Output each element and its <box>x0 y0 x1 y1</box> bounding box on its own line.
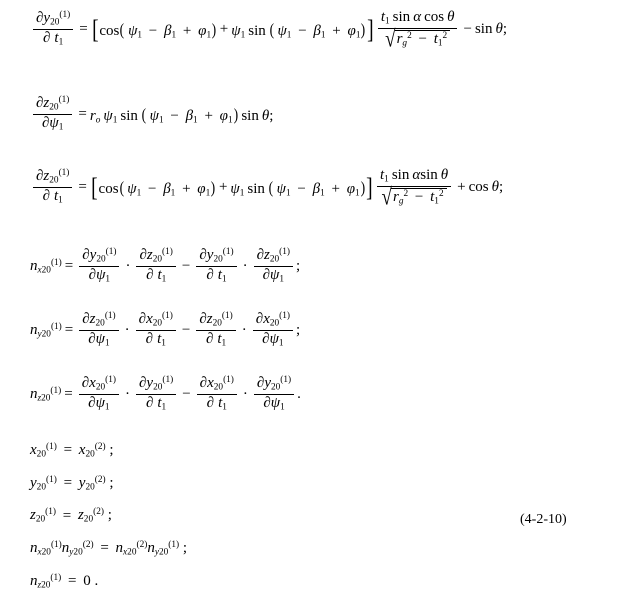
eq4-minus: − <box>181 258 191 275</box>
eq3-cos-term: cos( $\psi_1 - \beta_1 + \varphi_1$) <box>98 177 216 199</box>
eq3-lhs-fraction <box>33 169 72 207</box>
eq3-lhs-denominator: ∂ $t_1$ <box>42 188 63 207</box>
eq3-lhs-numerator: $\partial z_{20}^{(1)}$ <box>33 169 72 188</box>
eq6-dot1: · <box>124 386 130 403</box>
eq5-term1: $\frac{\partial z_{20}^{(1)}}{\partial\psi_1}$ <box>79 312 118 350</box>
eq1-minus: − <box>463 21 472 38</box>
eq5-lhs: $n_{y20}^{(1)}$ <box>30 322 62 340</box>
eq6-term4: $\frac{\partial y_{20}^{(1)}}{\partial\psi_1}$ <box>254 376 294 414</box>
eq2-row <box>30 96 273 134</box>
equation-dy20-dt1 <box>30 9 508 53</box>
eq3-equals: = <box>78 179 87 196</box>
condition-normals: $n_{x20}^{(1)}n_{y20}^{(2)} = n_{x20}^{(2)}n_{y20}^{(1)}$ ; <box>30 540 188 558</box>
eq1-cos-term: cos( $\psi_1 - \beta_1 + \varphi_1$) <box>99 19 217 41</box>
eq5-row <box>30 312 300 350</box>
eq4-dot2: · <box>242 258 248 275</box>
eq4-semicolon: ; <box>296 258 301 275</box>
eq1-sin-term: $\psi_1$ sin ( $\psi_1 - \beta_1 + \varphi_1$) <box>231 19 366 41</box>
eq1-rhs-denominator <box>382 26 453 53</box>
eq4-term4: $\frac{\partial z_{20}^{(1)}}{\partial\psi_1}$ <box>254 248 293 286</box>
eq2-rhs: $r_o$ $\psi_1$ sin ( $\psi_1 - \beta_1 + \varphi_1$) sin θ; <box>89 104 274 126</box>
eq3-rhs-denominator <box>379 184 450 211</box>
eq3-rhs-numerator: $t_1$ sin αsin θ <box>377 168 451 187</box>
equation-nz20 <box>30 376 301 414</box>
eq1-rhs-fraction <box>378 9 458 53</box>
eq3-cos-theta: cos θ; <box>468 179 504 196</box>
eq3-rhs-fraction <box>377 167 451 211</box>
eq6-term3: $\frac{\partial x_{20}^{(1)}}{\partial t_1}$ <box>197 376 237 414</box>
equation-number: (4-2-10) <box>520 512 567 527</box>
eq6-period: . <box>297 386 301 403</box>
equation-nx20 <box>30 248 300 286</box>
eq3-sqrt: √ $r_g^2 - t_1^2$ <box>382 188 447 207</box>
eq2-lhs-numerator: $\partial z_{20}^{(1)}$ <box>33 96 72 115</box>
eq4-equals: = <box>64 258 74 275</box>
eq3-left-bracket: [ <box>90 172 98 202</box>
eq6-dot2: · <box>242 386 248 403</box>
eq1-plus: + <box>219 21 229 38</box>
eq6-equals: = <box>64 386 73 403</box>
eq2-lhs-fraction <box>33 96 72 134</box>
eq3-plus: + <box>218 179 228 196</box>
eq6-row <box>30 376 301 414</box>
equation-ny20 <box>30 312 300 350</box>
eq6-term2: $\frac{\partial y_{20}^{(1)}}{\partial t_1}$ <box>136 376 176 414</box>
eq1-equals: = <box>79 21 88 38</box>
eq3-right-bracket: ] <box>366 172 373 202</box>
eq4-row <box>30 248 300 286</box>
eq1-sin-theta: sin θ; <box>474 21 508 38</box>
condition-nz-zero: $n_{z20}^{(1)} = 0$ . <box>30 572 99 591</box>
eq1-rhs-numerator: $t_1$ sin α cos θ <box>378 10 458 29</box>
eq4-term2: $\frac{\partial z_{20}^{(1)}}{\partial t_1}$ <box>136 248 175 286</box>
eq1-lhs-fraction <box>33 11 73 49</box>
eq3-plus2: + <box>457 179 466 196</box>
eq5-minus: − <box>181 322 191 339</box>
equation-dz20-dpsi1 <box>30 96 273 134</box>
eq5-semicolon: ; <box>296 322 301 339</box>
eq4-term3: $\frac{\partial y_{20}^{(1)}}{\partial t_1}$ <box>196 248 236 286</box>
eq2-lhs-denominator: $\partial\psi_1$ <box>42 115 64 134</box>
eq1-left-bracket: [ <box>91 14 99 44</box>
equation-dz20-dt1 <box>30 167 504 211</box>
condition-x: $x_{20}^{(1)} = x_{20}^{(2)}$ ; <box>30 442 114 460</box>
eq6-minus: − <box>182 386 191 403</box>
eq1-lhs <box>30 9 508 53</box>
eq1-right-bracket: ] <box>367 14 374 44</box>
eq6-term1: $\frac{\partial x_{20}^{(1)}}{\partial\psi_1}$ <box>79 376 119 414</box>
condition-list <box>30 435 187 599</box>
eq2-equals: = <box>78 106 87 123</box>
eq1-lhs-denominator: ∂ $t_1$ <box>42 30 64 49</box>
eq1-sqrt: √ $r_g^2 - t_1^2$ <box>385 30 450 49</box>
eq3-row <box>30 167 504 211</box>
eq6-lhs: $n_{z20}^{(1)}$ <box>30 386 62 404</box>
eq3-sin-term: $\psi_1$ sin ( $\psi_1 - \beta_1 + \varphi_1$) <box>230 177 365 199</box>
condition-y: $y_{20}^{(1)} = y_{20}^{(2)}$ ; <box>30 474 114 493</box>
eq5-equals: = <box>64 322 74 339</box>
eq4-lhs: $n_{x20}^{(1)}$ <box>30 258 62 276</box>
eq5-term2: $\frac{\partial x_{20}^{(1)}}{\partial t_1}$ <box>136 312 176 350</box>
eq4-term1: $\frac{\partial y_{20}^{(1)}}{\partial\psi_1}$ <box>79 248 119 286</box>
eq5-term4: $\frac{\partial x_{20}^{(1)}}{\partial\psi_1}$ <box>253 312 293 350</box>
eq5-term3: $\frac{\partial z_{20}^{(1)}}{\partial t_1}$ <box>196 312 235 350</box>
eq1-lhs-numerator: $\partial y_{20}^{(1)}$ <box>33 11 73 30</box>
eq5-dot2: · <box>241 322 247 339</box>
condition-z: $z_{20}^{(1)} = z_{20}^{(2)}$ ; <box>30 507 112 526</box>
eq5-dot1: · <box>124 322 130 339</box>
eq4-dot1: · <box>125 258 131 275</box>
